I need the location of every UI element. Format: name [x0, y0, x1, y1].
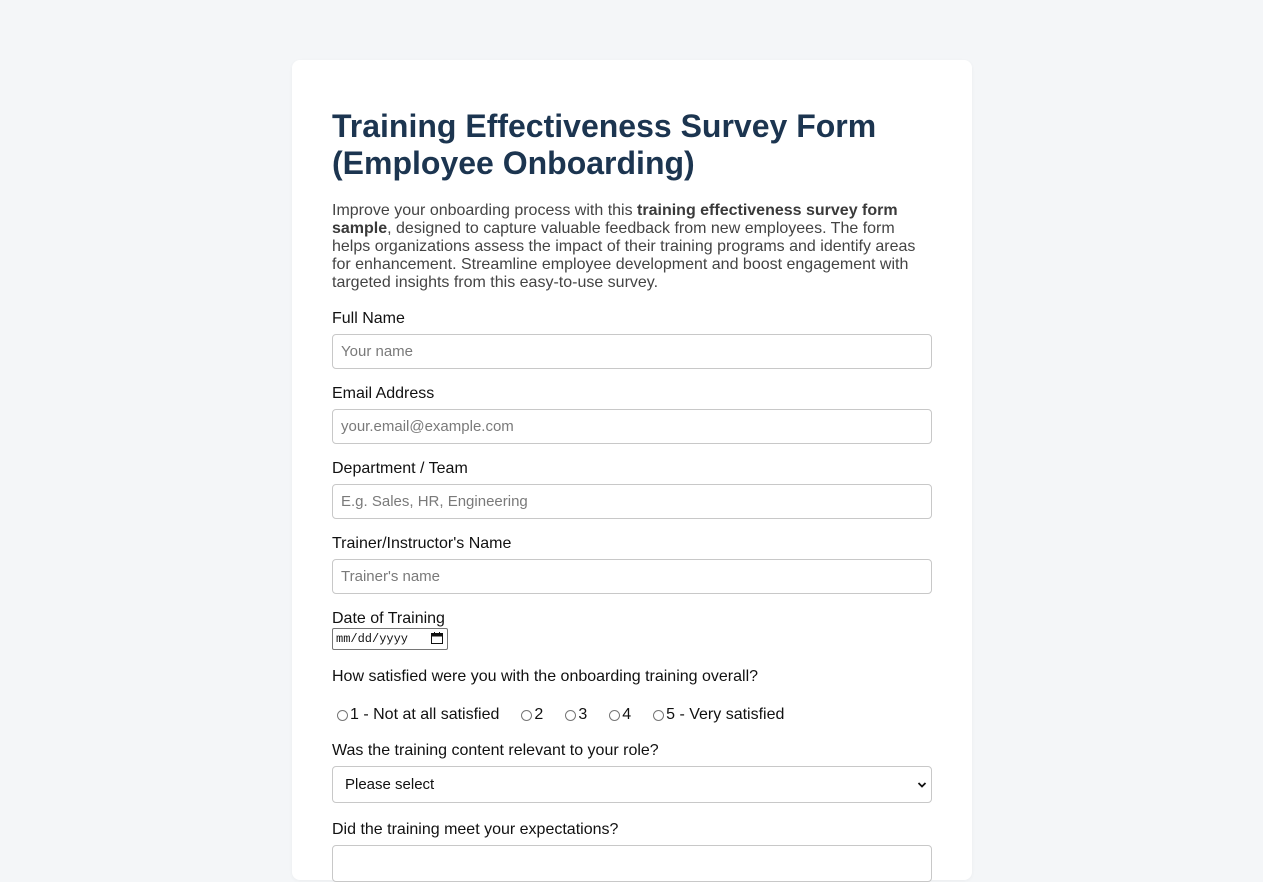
- email-input[interactable]: [332, 409, 932, 444]
- full-name-group: [332, 310, 932, 369]
- intro-suffix: , designed to capture valuable feedback from new employees. The form helps organizations assess the impact of their training programs and identify areas for enhancement. Streamline employee development and boost engagement with targeted insights from this easy-to-use survey.: [332, 220, 916, 291]
- intro-prefix: Improve your onboarding process with this: [332, 202, 638, 219]
- department-label: Department / Team: [332, 460, 468, 477]
- form-intro: [332, 202, 932, 292]
- email-label: Email Address: [332, 385, 435, 402]
- full-name-input[interactable]: [332, 334, 932, 369]
- satisfaction-option-2[interactable]: [521, 706, 543, 724]
- calendar-icon[interactable]: [431, 632, 443, 644]
- trainer-group: [332, 535, 932, 594]
- trainer-label: Trainer/Instructor's Name: [332, 535, 512, 552]
- relevance-selected: Please select: [345, 776, 435, 793]
- full-name-label: Full Name: [332, 310, 405, 327]
- satisfaction-option-label: 4: [622, 706, 632, 723]
- expectations-select[interactable]: [332, 845, 932, 882]
- satisfaction-question: How satisfied were you with the onboarding training overall?: [332, 668, 759, 685]
- satisfaction-option-label: 5 - Very satisfied: [666, 706, 785, 723]
- radio-circle[interactable]: [521, 710, 532, 721]
- survey-card: [292, 60, 972, 880]
- form-content: [332, 108, 932, 882]
- expectations-question: Did the training meet your expectations?: [332, 821, 619, 838]
- chevron-down-icon[interactable]: [917, 780, 927, 790]
- expectations-group: [332, 821, 932, 882]
- satisfaction-option-label: 2: [534, 706, 544, 723]
- date-group: [332, 610, 932, 650]
- form-title: Training Effectiveness Survey Form (Employee Onboarding): [332, 108, 877, 181]
- relevance-group: [332, 742, 932, 803]
- radio-circle[interactable]: [337, 710, 348, 721]
- radio-circle[interactable]: [609, 710, 620, 721]
- date-label: Date of Training: [332, 610, 445, 627]
- department-group: [332, 460, 932, 519]
- satisfaction-options: [332, 706, 932, 724]
- satisfaction-option-label: 3: [578, 706, 588, 723]
- satisfaction-option-5[interactable]: [653, 706, 784, 724]
- relevance-select[interactable]: [332, 766, 932, 803]
- email-group: [332, 385, 932, 444]
- satisfaction-option-1[interactable]: [337, 706, 499, 724]
- department-input[interactable]: [332, 484, 932, 519]
- satisfaction-option-4[interactable]: [609, 706, 631, 724]
- relevance-question: Was the training content relevant to your role?: [332, 742, 659, 759]
- satisfaction-group: [332, 668, 932, 724]
- satisfaction-option-label: 1 - Not at all satisfied: [350, 706, 500, 723]
- intro-bold: training effectiveness survey form sample: [332, 202, 898, 237]
- satisfaction-option-3[interactable]: [565, 706, 587, 724]
- radio-circle[interactable]: [653, 710, 664, 721]
- date-input[interactable]: [332, 628, 448, 650]
- radio-circle[interactable]: [565, 710, 576, 721]
- date-display: mm/dd/yyyy: [336, 632, 409, 646]
- trainer-input[interactable]: [332, 559, 932, 594]
